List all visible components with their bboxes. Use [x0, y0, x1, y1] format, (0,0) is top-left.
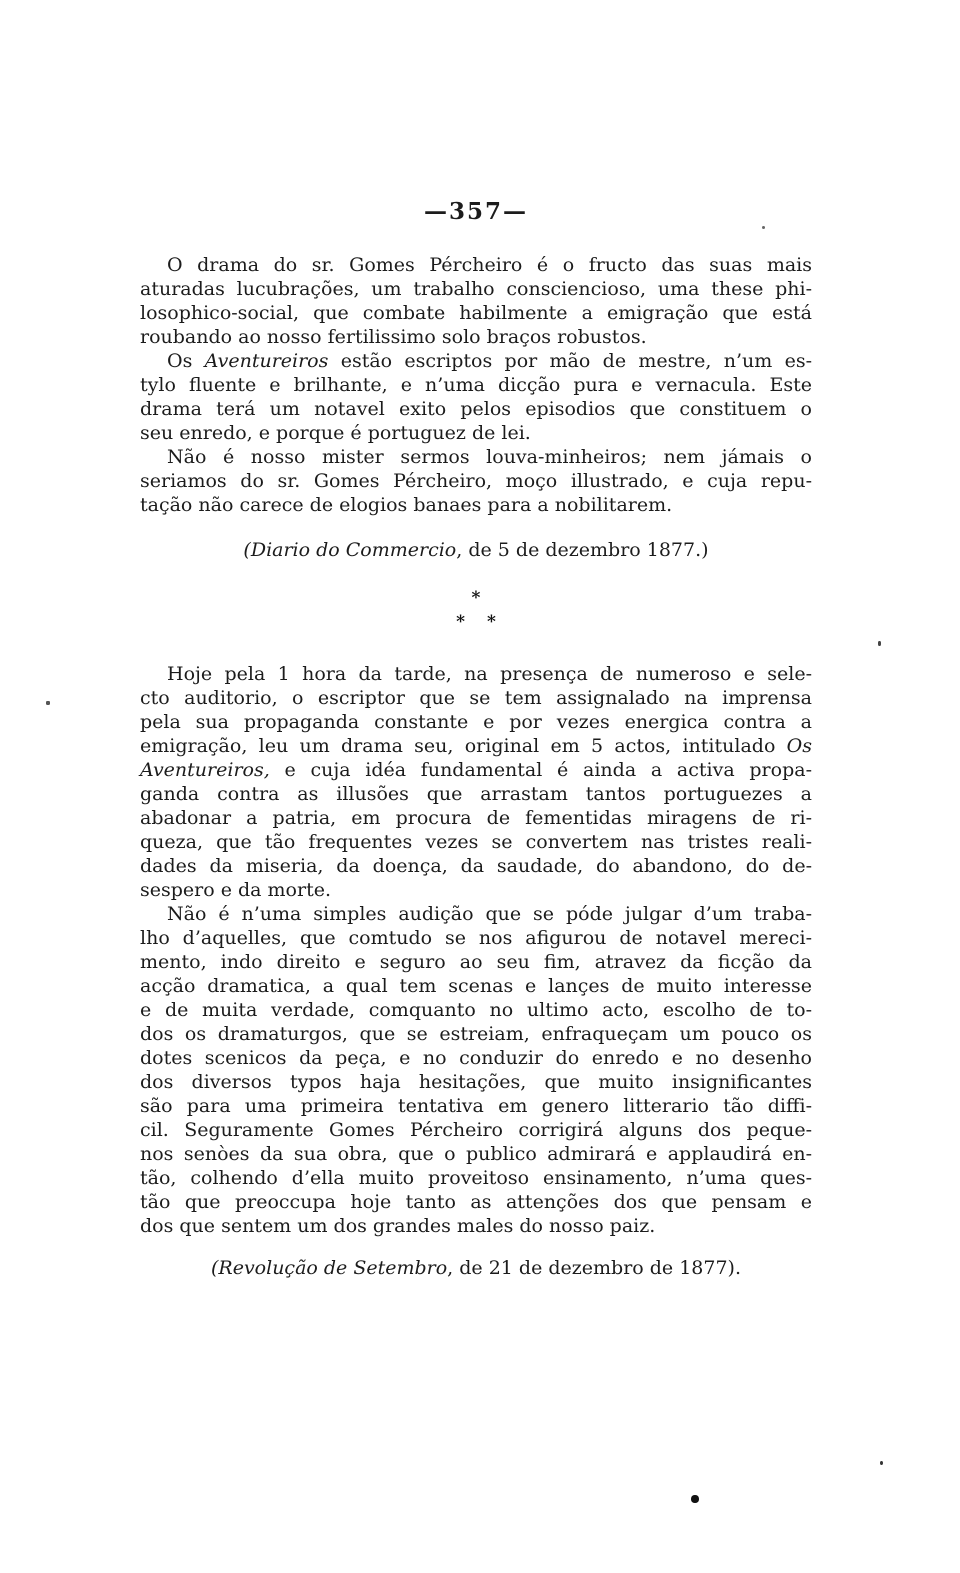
text-line: [140, 878, 812, 902]
text-column: [140, 253, 812, 1280]
text-segment: dos que sentem um dos grandes males do nosso paiz.: [140, 1215, 656, 1237]
scan-speck: [46, 701, 50, 705]
scan-speck: [878, 641, 881, 646]
text-segment: acção dramatica, a qual tem scenas e lançes de muito interesse: [140, 975, 812, 997]
asterism-bottom: * *: [456, 612, 496, 632]
text-segment: dades da miseria, da doença, da saudade, do abandono, do de-: [140, 855, 812, 877]
text-segment: dos os dramaturgos, que se estreiam, enfraqueçam um pouco os: [140, 1023, 812, 1045]
text-segment: emigração, leu um drama seu, original em 5 actos, intitulado: [140, 735, 787, 757]
text-line: [140, 1070, 812, 1094]
text-segment: estão escriptos por mão de mestre, n’um es-: [328, 350, 812, 372]
text-segment: , de 21 de dezembro de 1877).: [447, 1257, 742, 1279]
paragraph: [140, 662, 812, 902]
asterism-top: *: [471, 588, 481, 608]
text-line: [140, 373, 812, 397]
text-segment: abadonar a patria, em procura de fementidas miragens de ri-: [140, 807, 812, 829]
text-line: [140, 830, 812, 854]
text-line: [140, 1214, 812, 1238]
citation-revolucao-setembro: [140, 1256, 812, 1280]
text-segment: , de 5 de dezembro 1877.): [456, 539, 709, 561]
italic-text: Aventureiros: [204, 350, 329, 372]
text-line: [140, 1166, 812, 1190]
text-line: [140, 397, 812, 421]
text-segment: Hoje pela 1 hora da tarde, na presença de numeroso e sele-: [167, 663, 812, 685]
text-line: [140, 277, 812, 301]
text-segment: roubando ao nosso fertilissimo solo braços robustos.: [140, 326, 647, 348]
text-line: [140, 421, 812, 445]
text-segment: pela sua propaganda constante e por vezes energica contra a: [140, 711, 812, 733]
text-line: [140, 758, 812, 782]
text-segment: queza, que tão frequentes vezes se convertem nas tristes reali-: [140, 831, 812, 853]
text-segment: cto auditorio, o escriptor que se tem assignalado na imprensa: [140, 687, 812, 709]
text-line: [140, 686, 812, 710]
text-line: [140, 325, 812, 349]
paragraph: [140, 349, 812, 445]
text-line: [140, 1094, 812, 1118]
text-segment: tão que preoccupa hoje tanto as attenções dos que pensam e: [140, 1191, 812, 1213]
text-segment: nos senòes da sua obra, que o publico admirará e applaudirá en-: [140, 1143, 812, 1165]
text-line: [140, 806, 812, 830]
citation-diario-commercio: [140, 538, 812, 562]
text-segment: são para uma primeira tentativa em genero litterario tão diffi-: [140, 1095, 812, 1117]
text-segment: losophico-social, que combate habilmente a emigração que está: [140, 302, 812, 324]
text-segment: tão, colhendo d’ella muito proveitoso ensinamento, n’uma ques-: [140, 1167, 812, 1189]
paragraph: [140, 253, 812, 349]
text-line: [140, 1046, 812, 1070]
text-line: [140, 253, 812, 277]
scan-speck: [691, 1495, 699, 1503]
text-segment: dos diversos typos haja hesitações, que muito insignificantes: [140, 1071, 812, 1093]
text-line: [140, 1022, 812, 1046]
text-line: [140, 998, 812, 1022]
text-segment: aturadas lucubrações, um trabalho consciencioso, uma these phi-: [140, 278, 812, 300]
text-line: [140, 710, 812, 734]
text-line: [140, 974, 812, 998]
text-segment: lho d’aquelles, que comtudo se nos afigurou de notavel mereci-: [140, 927, 812, 949]
text-segment: O drama do sr. Gomes Pércheiro é o fructo das suas mais: [167, 254, 812, 276]
text-line: [140, 926, 812, 950]
scan-speck: [762, 226, 765, 229]
text-segment: dotes scenicos da peça, e no conduzir do enredo e no desenho: [140, 1047, 812, 1069]
text-segment: Não é n’uma simples audição que se póde julgar d’um traba-: [167, 903, 812, 925]
text-line: [140, 1118, 812, 1142]
text-segment: Os: [167, 350, 205, 372]
text-line: [140, 445, 812, 469]
text-line: [140, 950, 812, 974]
text-line: [140, 662, 812, 686]
text-segment: cil. Seguramente Gomes Pércheiro corrigirá alguns dos peque-: [140, 1119, 812, 1141]
text-segment: tação não carece de elogios banaes para a nobilitarem.: [140, 494, 673, 516]
text-line: [140, 854, 812, 878]
italic-text: (Revolução de Setembro: [210, 1257, 448, 1279]
scan-speck: [880, 1461, 883, 1465]
text-segment: ganda contra as illusões que arrastam tantos portuguezes a: [140, 783, 812, 805]
text-line: [140, 1190, 812, 1214]
italic-text: (Diario do Commercio: [243, 539, 457, 561]
italic-text: Os: [786, 735, 812, 757]
text-line: [140, 1142, 812, 1166]
paragraph: [140, 445, 812, 517]
text-segment: tylo fluente e brilhante, e n’uma dicção pura e vernacula. Este: [140, 374, 812, 396]
text-segment: drama terá um notavel exito pelos episodios que constituem o: [140, 398, 812, 420]
page-number: —357—: [423, 198, 528, 225]
text-segment: seriamos do sr. Gomes Pércheiro, moço illustrado, e cuja repu-: [140, 470, 812, 492]
text-line: [140, 469, 812, 493]
paragraph: [140, 902, 812, 1238]
text-segment: Não é nosso mister sermos louva-minheiros; nem jámais o: [167, 446, 812, 468]
text-line: [140, 493, 812, 517]
italic-text: Aventureiros,: [140, 759, 270, 781]
text-line: [140, 902, 812, 926]
asterism-separator: [140, 588, 812, 632]
text-segment: seu enredo, e porque é portuguez de lei.: [140, 422, 531, 444]
text-segment: mento, indo direito e seguro ao seu fim, atravez da ficção da: [140, 951, 812, 973]
text-segment: sespero e da morte.: [140, 879, 331, 901]
text-line: [140, 349, 812, 373]
text-line: [140, 734, 812, 758]
text-segment: e de muita verdade, comquanto no ultimo acto, escolho de to-: [140, 999, 812, 1021]
text-segment: e cuja idéa fundamental é ainda a activa propa-: [269, 759, 812, 781]
text-line: [140, 301, 812, 325]
text-line: [140, 782, 812, 806]
